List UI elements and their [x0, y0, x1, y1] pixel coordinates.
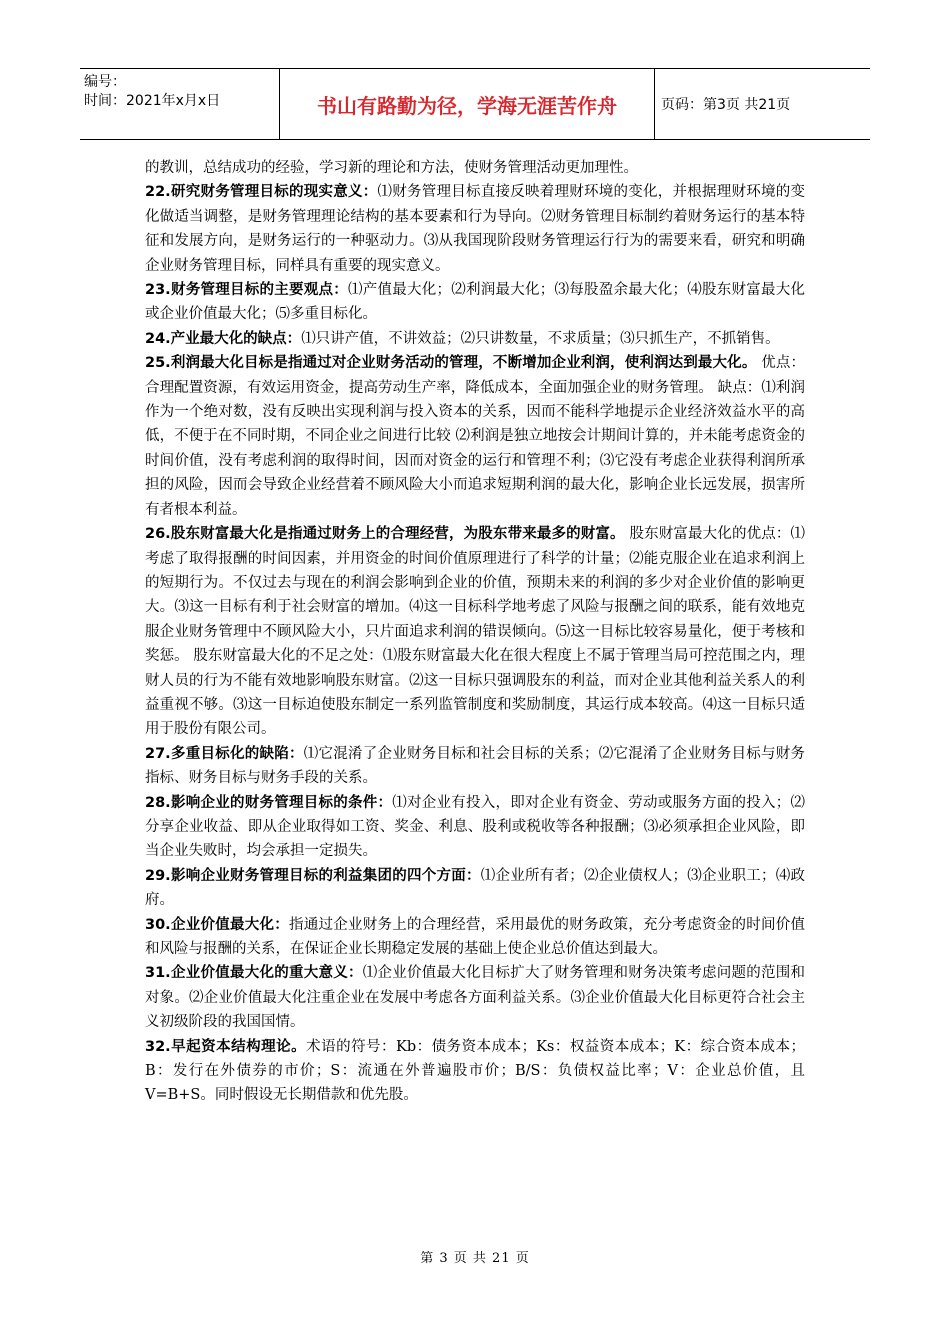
- paragraph-29: [145, 864, 805, 913]
- page-footer: 第 3 页 共 21 页: [420, 1251, 530, 1266]
- page-header: [80, 68, 870, 140]
- paragraph-term: 26.股东财富最大化是指通过财务上的合理经营，为股东带来最多的财富。: [145, 526, 625, 543]
- paragraph-32: [145, 1035, 805, 1108]
- paragraph-text: ⑴只讲产值，不讲效益；⑵只讲数量，不求质量；⑶只抓生产，不抓销售。: [301, 330, 780, 347]
- paragraph-text: ⑴产值最大化；⑵利润最大化；⑶每股盈余最大化；⑷股东财富最大化或企业价值最大化；⑸多重目标化。: [145, 282, 806, 323]
- paragraph-term: 30.企业价值最大化：: [145, 916, 289, 933]
- header-page-info: 页码：第3页 共21页: [661, 97, 791, 113]
- paragraph-term: 23.财务管理目标的主要观点：: [145, 282, 348, 299]
- paragraph-continuation: 的教训，总结成功的经验，学习新的理论和方法，使财务管理活动更加理性。: [145, 160, 638, 176]
- header-motto: 书山有路勤为径，学海无涯苦作舟: [280, 69, 655, 139]
- paragraph-31: [145, 961, 805, 1034]
- paragraph-28: [145, 791, 805, 864]
- paragraph-text: 优点：合理配置资源，有效运用资金，提高劳动生产率，降低成本，全面加强企业的财务管理。 缺点：⑴利润作为一个绝对数，没有反映出实现利润与投入资本的关系，因而不能科学地提示企业经济效益水平的高低，不便于在不同时期，不同企业之间进行比较 ⑵利润是独立地按会计期间计算的，并未能考虑资金的时间价值，没有考虑利润的取得时间，因而对资金的运行和管理不利；⑶它没有考虑企业获得利润所承担的风险，因而会导致企业经营着不顾风险大小而追求短期利润的最大化，影响企业长远发展，损害所有者根本利益。: [145, 355, 806, 518]
- header-meta: [80, 69, 280, 139]
- paragraph-30: [145, 913, 805, 962]
- paragraph-23: [145, 278, 805, 327]
- paragraph-text: ⑴企业价值最大化目标扩大了财务管理和财务决策考虑问题的范围和对象。⑵企业价值最大化注重企业在发展中考虑各方面利益关系。⑶企业价值最大化目标更符合社会主义初级阶段的我国国情。: [145, 965, 806, 1031]
- paragraph-term: 24.产业最大化的缺点：: [145, 330, 302, 347]
- paragraph-term: 28.影响企业的财务管理目标的条件：: [145, 794, 393, 811]
- paragraph-text: ⑴它混淆了企业财务目标和社会目标的关系；⑵它混淆了企业财务目标与财务指标、财务目标与财务手段的关系。: [145, 745, 805, 787]
- paragraph-text: 术语的符号：Kb：债务资本成本；Ks：权益资本成本；K：综合资本成本；B：发行在外债券的市价；S：流通在外普遍股市价；B/S：负债权益比率；V：企业总价值，且V=B+S。同时假设无长期借款和优先股。: [145, 1038, 806, 1104]
- paragraph-22: [145, 180, 805, 278]
- paragraph-term: 25.利润最大化目标是指通过对企业财务活动的管理，不断增加企业利润，使利润达到最大化。: [145, 355, 757, 372]
- paragraph-26: [145, 522, 805, 742]
- paragraph-term: 31.企业价值最大化的重大意义：: [145, 965, 363, 982]
- paragraph-text: 股东财富最大化的优点：⑴考虑了取得报酬的时间因素，并用资金的时间价值原理进行了科学的计量；⑵能克服企业在追求利润上的短期行为。不仅过去与现在的利润会影响到企业的价值，预期未来的利润的多少对企业价值的影响更大。⑶这一目标有利于社会财富的增加。⑷这一目标科学地考虑了风险与报酬之间的联系，能有效地克服企业财务管理中不顾风险大小，只片面追求利润的错误倾向。⑸这一目标比较容易量化，便于考核和奖惩。 股东财富最大化的不足之处：⑴股东财富最大化在很大程度上不属于管理当局可控范围之内，理财人员的行为不能有效地影响股东财富。⑵这一目标只强调股东的利益，而对企业其他利益关系人的利益重视不够。⑶这一目标迫使股东制定一系列监管制度和奖励制度，其运行成本较高。⑷这一目标只适用于股份有限公司。: [145, 526, 806, 738]
- paragraph-text: ⑴对企业有投入，即对企业有资金、劳动或服务方面的投入；⑵分享企业收益、即从企业取得如工资、奖金、利息、股利或税收等各种报酬；⑶必须承担企业风险，即当企业失败时，均会承担一定损失。: [145, 794, 806, 860]
- document-body: [145, 156, 805, 1108]
- paragraph-term: 22.研究财务管理目标的现实意义：: [145, 184, 378, 201]
- document-number-label: 编号：: [84, 74, 126, 90]
- paragraph-term: 27.多重目标化的缺陷：: [145, 745, 304, 762]
- paragraph-text: ⑴企业所有者；⑵企业债权人；⑶企业职工；⑷政府。: [145, 867, 805, 909]
- paragraph-text: 指通过企业财务上的合理经营，采用最优的财务政策，充分考虑资金的时间价值和风险与报酬的关系，在保证企业长期稳定发展的基础上使企业总价值达到最大。: [145, 916, 805, 957]
- paragraph-25: [145, 351, 805, 522]
- paragraph-24: [145, 327, 805, 351]
- document-date: 时间：2021年x月x日: [84, 93, 221, 109]
- paragraph-term: 29.影响企业财务管理目标的利益集团的四个方面：: [145, 867, 481, 884]
- paragraph-27: [145, 742, 805, 791]
- paragraph-text: ⑴财务管理目标直接反映着理财环境的变化，并根据理财环境的变化做适当调整，是财务管理理论结构的基本要素和行为导向。⑵财务管理目标制约着财务运行的基本特征和发展方向，是财务运行的一种驱动力。⑶从我国现阶段财务管理运行行为的需要来看，研究和明确企业财务管理目标，同样具有重要的现实意义。: [145, 184, 806, 274]
- paragraph-term: 32.早起资本结构理论。: [145, 1038, 307, 1055]
